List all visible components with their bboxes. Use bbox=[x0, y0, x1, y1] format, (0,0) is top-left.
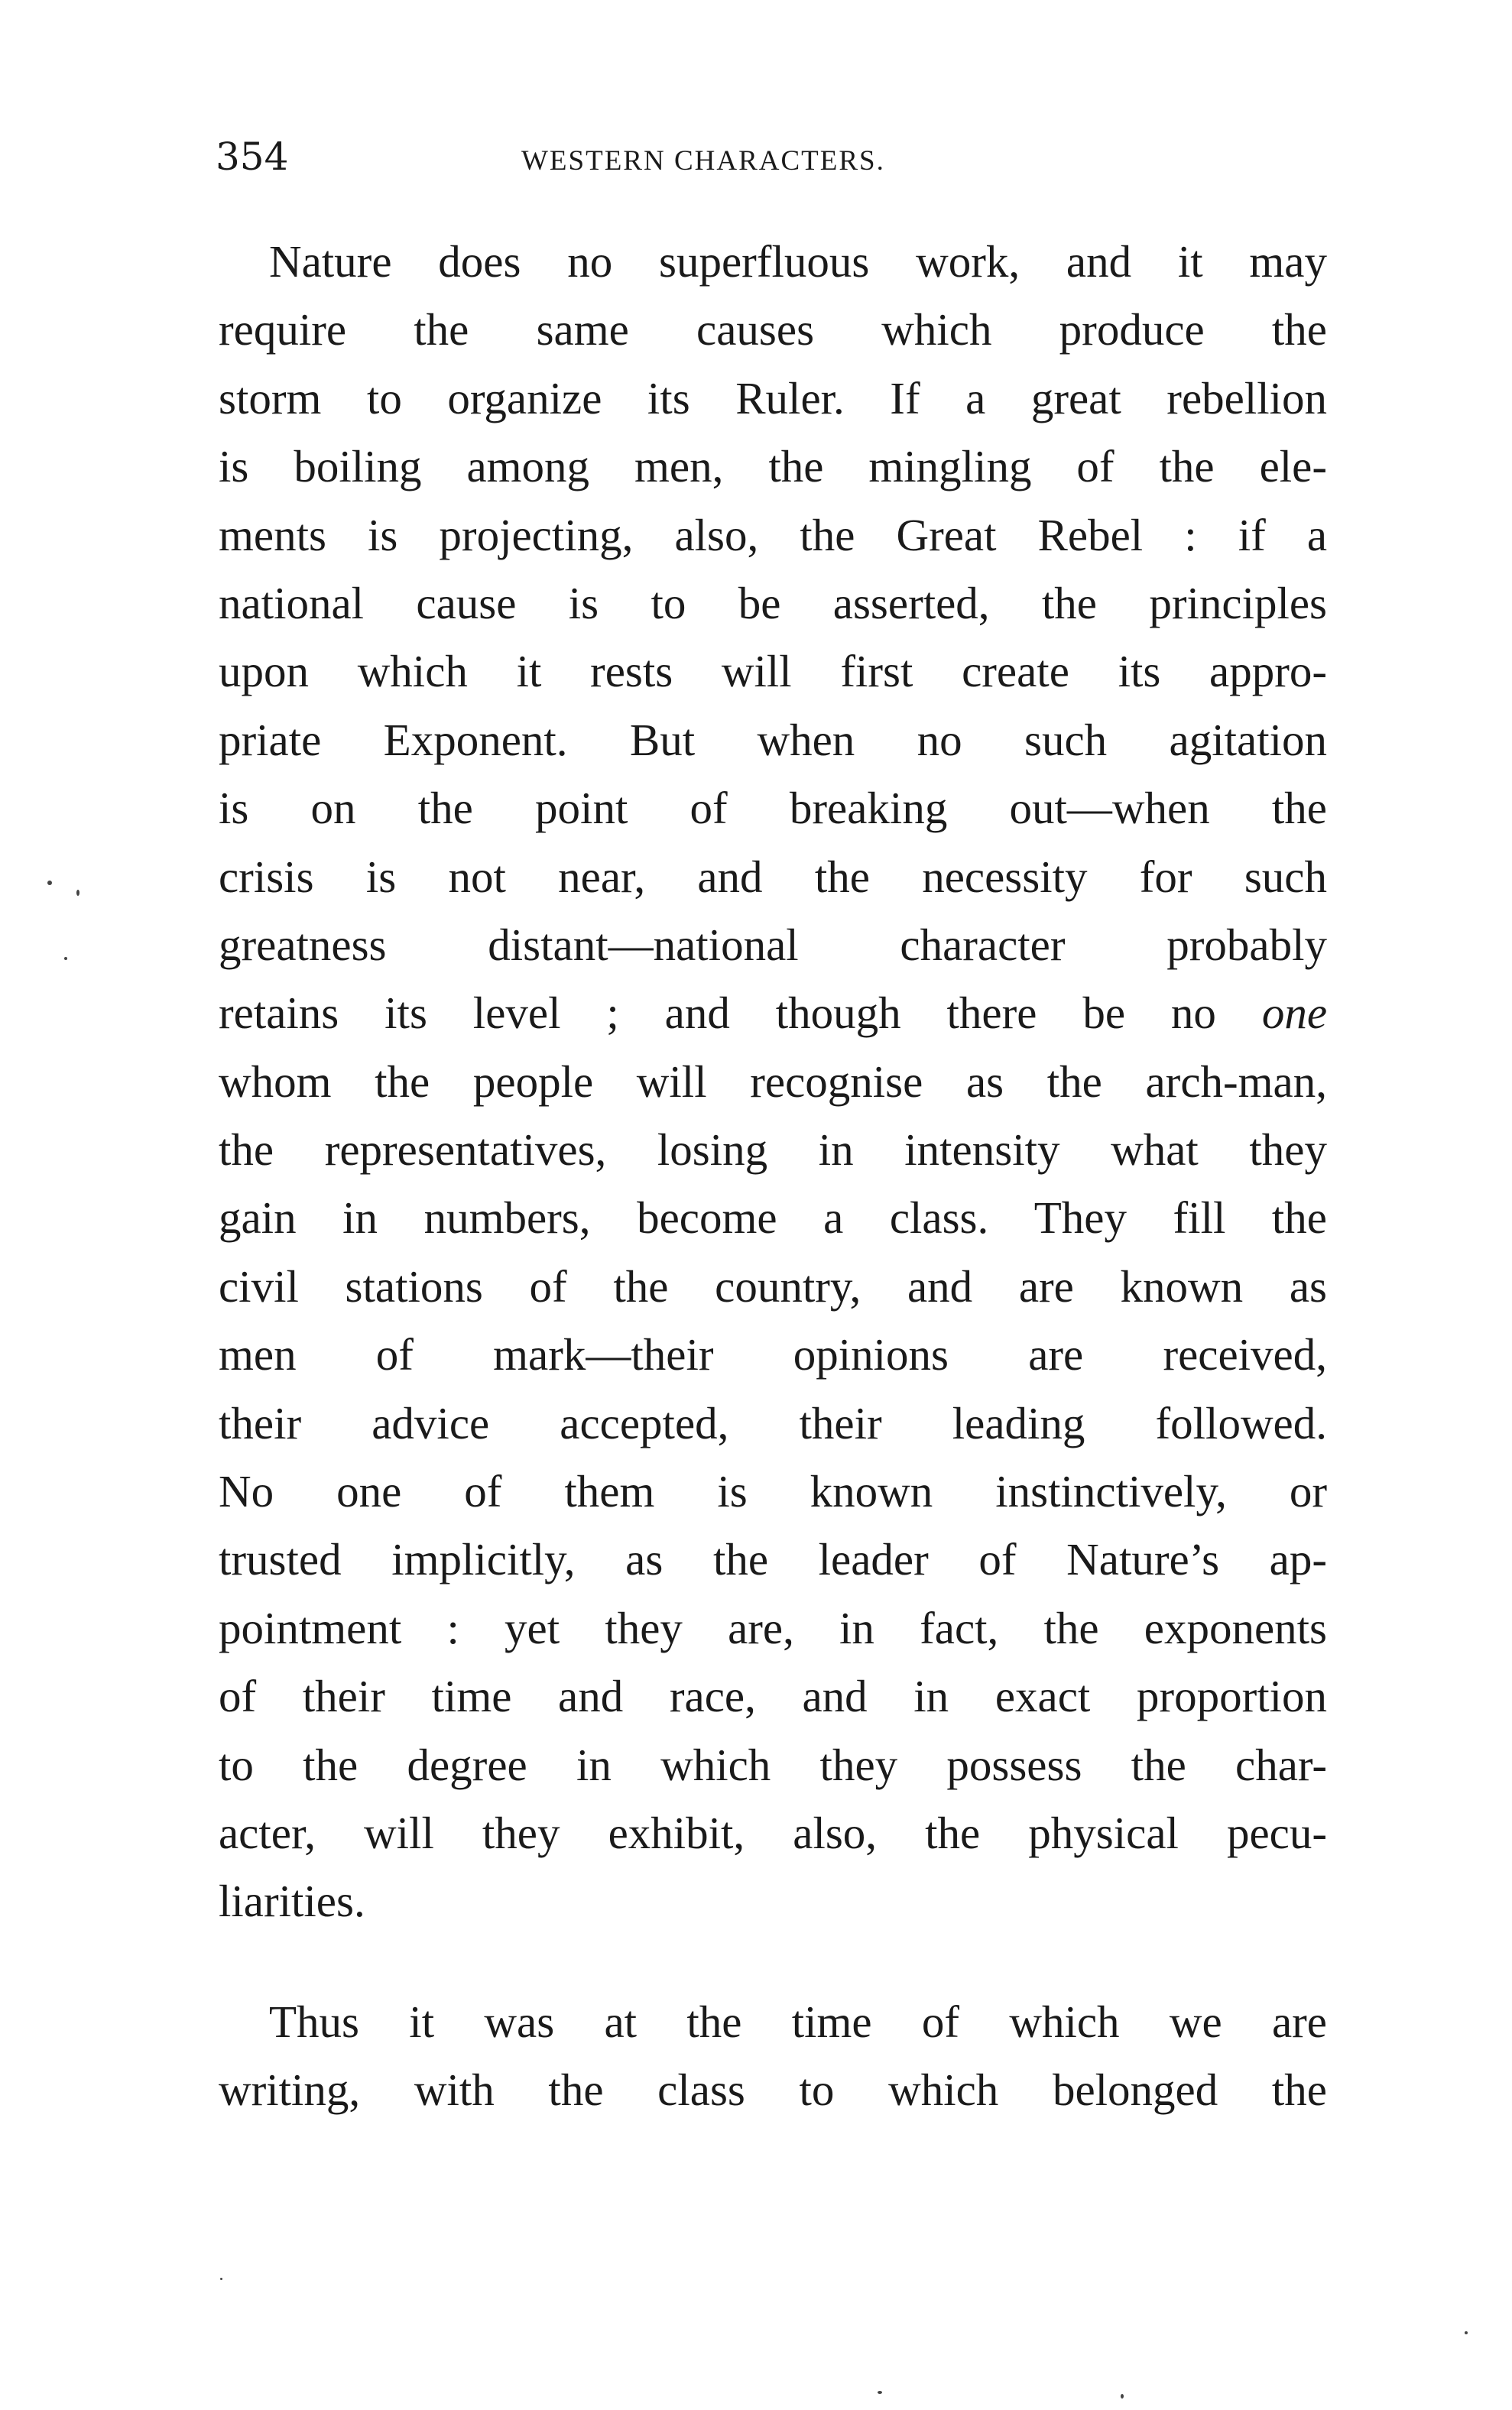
text-line: whom the people will recognise as the arch-man, bbox=[219, 1056, 1327, 1107]
text-line: Nature does no superfluous work, and it may bbox=[269, 236, 1327, 287]
text-line: storm to organize its Ruler. If a great rebellion bbox=[219, 372, 1327, 423]
text-line: upon which it rests will first create its appro- bbox=[219, 646, 1327, 697]
scan-speck bbox=[47, 881, 52, 885]
text-line: acter, will they exhibit, also, the physical pecu- bbox=[219, 1807, 1327, 1858]
scan-speck bbox=[1121, 2394, 1124, 2399]
scan-speck bbox=[878, 2391, 882, 2394]
text-line: crisis is not near, and the necessity for such bbox=[219, 851, 1327, 902]
scan-speck bbox=[1465, 2331, 1468, 2334]
text-line: trusted implicitly, as the leader of Nature’s ap- bbox=[219, 1534, 1327, 1585]
scan-speck bbox=[64, 957, 67, 960]
text-line: Thus it was at the time of which we are bbox=[269, 1996, 1327, 2047]
running-title: WESTERN CHARACTERS. bbox=[521, 145, 885, 177]
text-line: gain in numbers, become a class. They fill the bbox=[219, 1192, 1327, 1244]
paragraph-1 bbox=[219, 228, 1327, 1936]
text-line: their advice accepted, their leading followed. bbox=[219, 1397, 1327, 1448]
text-line: national cause is to be asserted, the principles bbox=[219, 577, 1327, 628]
paragraph-2 bbox=[219, 1988, 1327, 2125]
text-line: priate Exponent. But when no such agitation bbox=[219, 714, 1327, 765]
text-line: liarities. bbox=[219, 1876, 365, 1927]
text-line: is boiling among men, the mingling of the ele- bbox=[219, 441, 1327, 492]
text-line: to the degree in which they possess the char- bbox=[219, 1739, 1327, 1790]
text-line: greatness distant—national character probably bbox=[219, 919, 1327, 970]
text-line: pointment : yet they are, in fact, the exponents bbox=[219, 1602, 1327, 1653]
scan-speck bbox=[76, 890, 79, 896]
body-text bbox=[219, 228, 1327, 2125]
scan-speck bbox=[220, 2278, 222, 2280]
text-line: No one of them is known instinctively, or bbox=[219, 1466, 1327, 1517]
text-line: civil stations of the country, and are known as bbox=[219, 1260, 1327, 1312]
text-line: require the same causes which produce the bbox=[219, 304, 1327, 355]
running-head bbox=[216, 130, 1332, 183]
page-number: 354 bbox=[216, 135, 289, 179]
text-line: men of mark—their opinions are received, bbox=[219, 1329, 1327, 1380]
text-line: writing, with the class to which belonged the bbox=[219, 2065, 1327, 2116]
text-line: ments is projecting, also, the Great Rebel : if a bbox=[219, 509, 1327, 560]
text-line: is on the point of breaking out—when the bbox=[219, 783, 1327, 834]
text-line: of their time and race, and in exact proportion bbox=[219, 1671, 1327, 1722]
paragraph-gap bbox=[219, 1936, 1327, 1988]
text-line: the representatives, losing in intensity what they bbox=[219, 1124, 1327, 1176]
italic-word: one bbox=[1261, 988, 1328, 1039]
text-segment: retains its level ; and though there be no bbox=[219, 988, 1216, 1039]
text-line-with-italic bbox=[219, 979, 1327, 1047]
